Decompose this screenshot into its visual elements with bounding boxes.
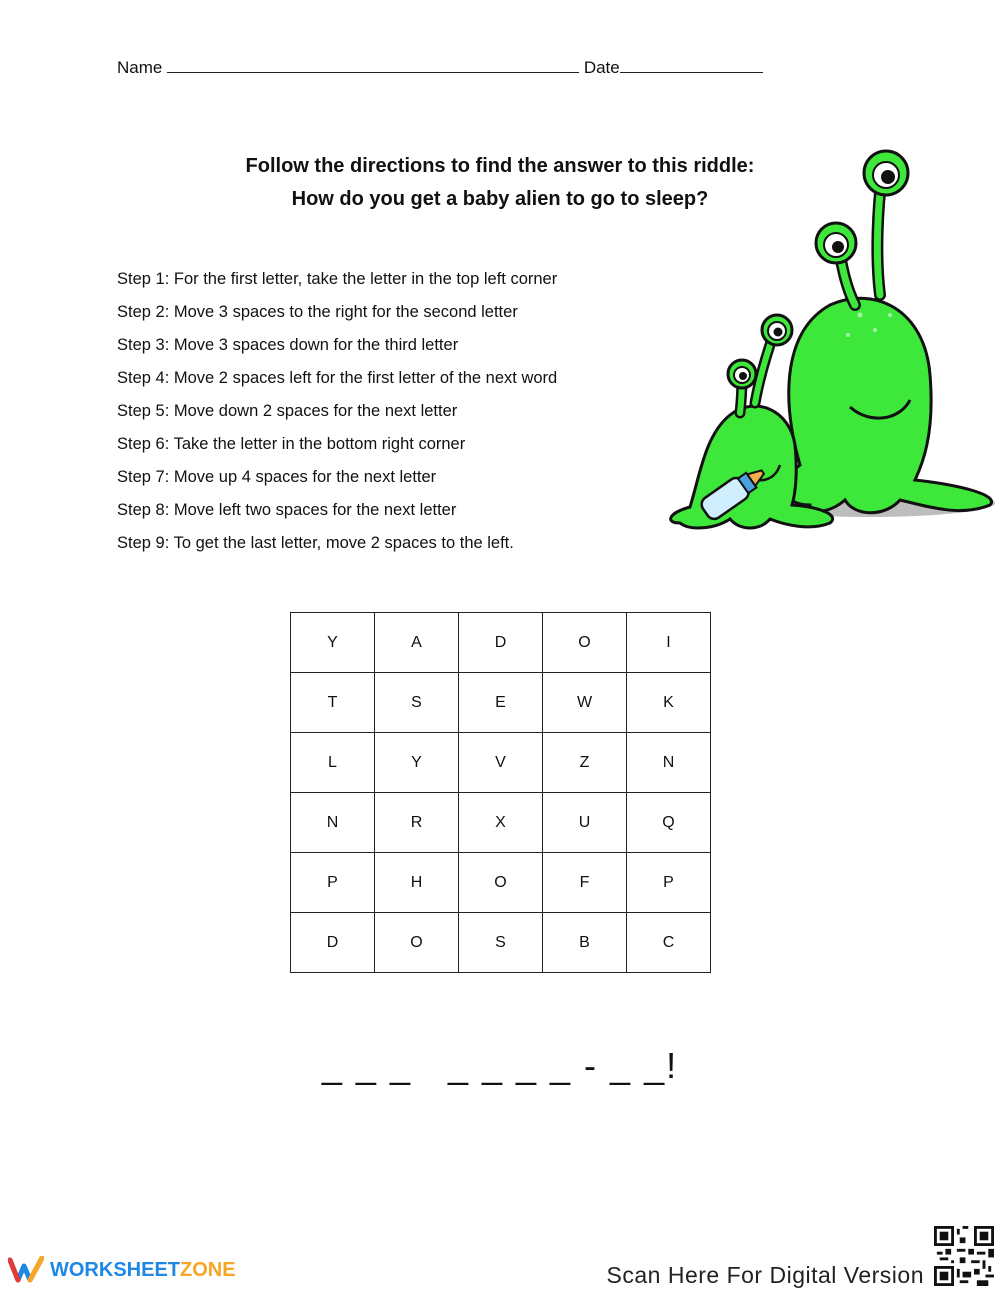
grid-cell: S xyxy=(375,673,459,733)
riddle-question: How do you get a baby alien to go to sleep? xyxy=(291,188,709,210)
grid-cell: K xyxy=(627,673,711,733)
grid-cell: I xyxy=(627,613,711,673)
worksheetzone-logo xyxy=(8,1256,236,1284)
grid-row xyxy=(291,793,711,853)
grid-cell: E xyxy=(459,673,543,733)
step-item: Step 9: To get the last letter, move 2 spaces to the left. xyxy=(117,534,514,552)
grid-cell: C xyxy=(627,913,711,973)
brand-name xyxy=(50,1259,236,1282)
step-item: Step 6: Take the letter in the bottom right corner xyxy=(117,435,466,453)
step-item: Step 1: For the first letter, take the letter in the top left corner xyxy=(117,270,558,288)
grid-cell: H xyxy=(375,853,459,913)
letter-grid xyxy=(290,612,711,973)
name-field[interactable] xyxy=(167,58,579,73)
name-label: Name xyxy=(117,58,163,77)
step-item: Step 8: Move left two spaces for the next letter xyxy=(117,501,457,519)
grid-cell: F xyxy=(543,853,627,913)
grid-row xyxy=(291,913,711,973)
riddle-directions: Follow the directions to find the answer to this riddle: xyxy=(245,155,755,177)
grid-cell: W xyxy=(543,673,627,733)
grid-cell: O xyxy=(375,913,459,973)
grid-cell: D xyxy=(459,613,543,673)
grid-row xyxy=(291,673,711,733)
grid-cell: L xyxy=(291,733,375,793)
qr-code-icon[interactable] xyxy=(934,1226,994,1286)
grid-cell: V xyxy=(459,733,543,793)
grid-cell: O xyxy=(459,853,543,913)
grid-cell: Z xyxy=(543,733,627,793)
step-item: Step 4: Move 2 spaces left for the first letter of the next word xyxy=(117,369,558,387)
grid-row xyxy=(291,613,711,673)
grid-cell: O xyxy=(543,613,627,673)
date-field[interactable] xyxy=(620,58,763,73)
grid-cell: S xyxy=(459,913,543,973)
name-date-header xyxy=(117,58,763,78)
grid-cell: Q xyxy=(627,793,711,853)
scan-text: Scan Here For Digital Version xyxy=(606,1262,924,1288)
grid-cell: Y xyxy=(375,733,459,793)
step-item: Step 2: Move 3 spaces to the right for the second letter xyxy=(117,303,518,321)
steps-list xyxy=(117,265,557,562)
w-logo-icon xyxy=(8,1256,44,1284)
brand-part2: ZONE xyxy=(180,1258,236,1281)
grid-cell: B xyxy=(543,913,627,973)
answer-blanks[interactable]: _ _ _ _ _ _ _ - _ _! xyxy=(321,1045,679,1086)
grid-cell: A xyxy=(375,613,459,673)
grid-cell: Y xyxy=(291,613,375,673)
grid-row xyxy=(291,733,711,793)
step-item: Step 5: Move down 2 spaces for the next letter xyxy=(117,402,458,420)
date-label: Date xyxy=(583,58,620,77)
grid-cell: P xyxy=(291,853,375,913)
grid-cell: T xyxy=(291,673,375,733)
grid-row xyxy=(291,853,711,913)
step-item: Step 3: Move 3 spaces down for the third letter xyxy=(117,336,459,354)
brand-part1: WORKSHEET xyxy=(50,1258,180,1281)
grid-cell: U xyxy=(543,793,627,853)
grid-cell: N xyxy=(291,793,375,853)
grid-cell: X xyxy=(459,793,543,853)
alien-illustration xyxy=(660,145,1000,545)
step-item: Step 7: Move up 4 spaces for the next letter xyxy=(117,468,437,486)
grid-cell: N xyxy=(627,733,711,793)
grid-cell: D xyxy=(291,913,375,973)
grid-cell: P xyxy=(627,853,711,913)
grid-cell: R xyxy=(375,793,459,853)
